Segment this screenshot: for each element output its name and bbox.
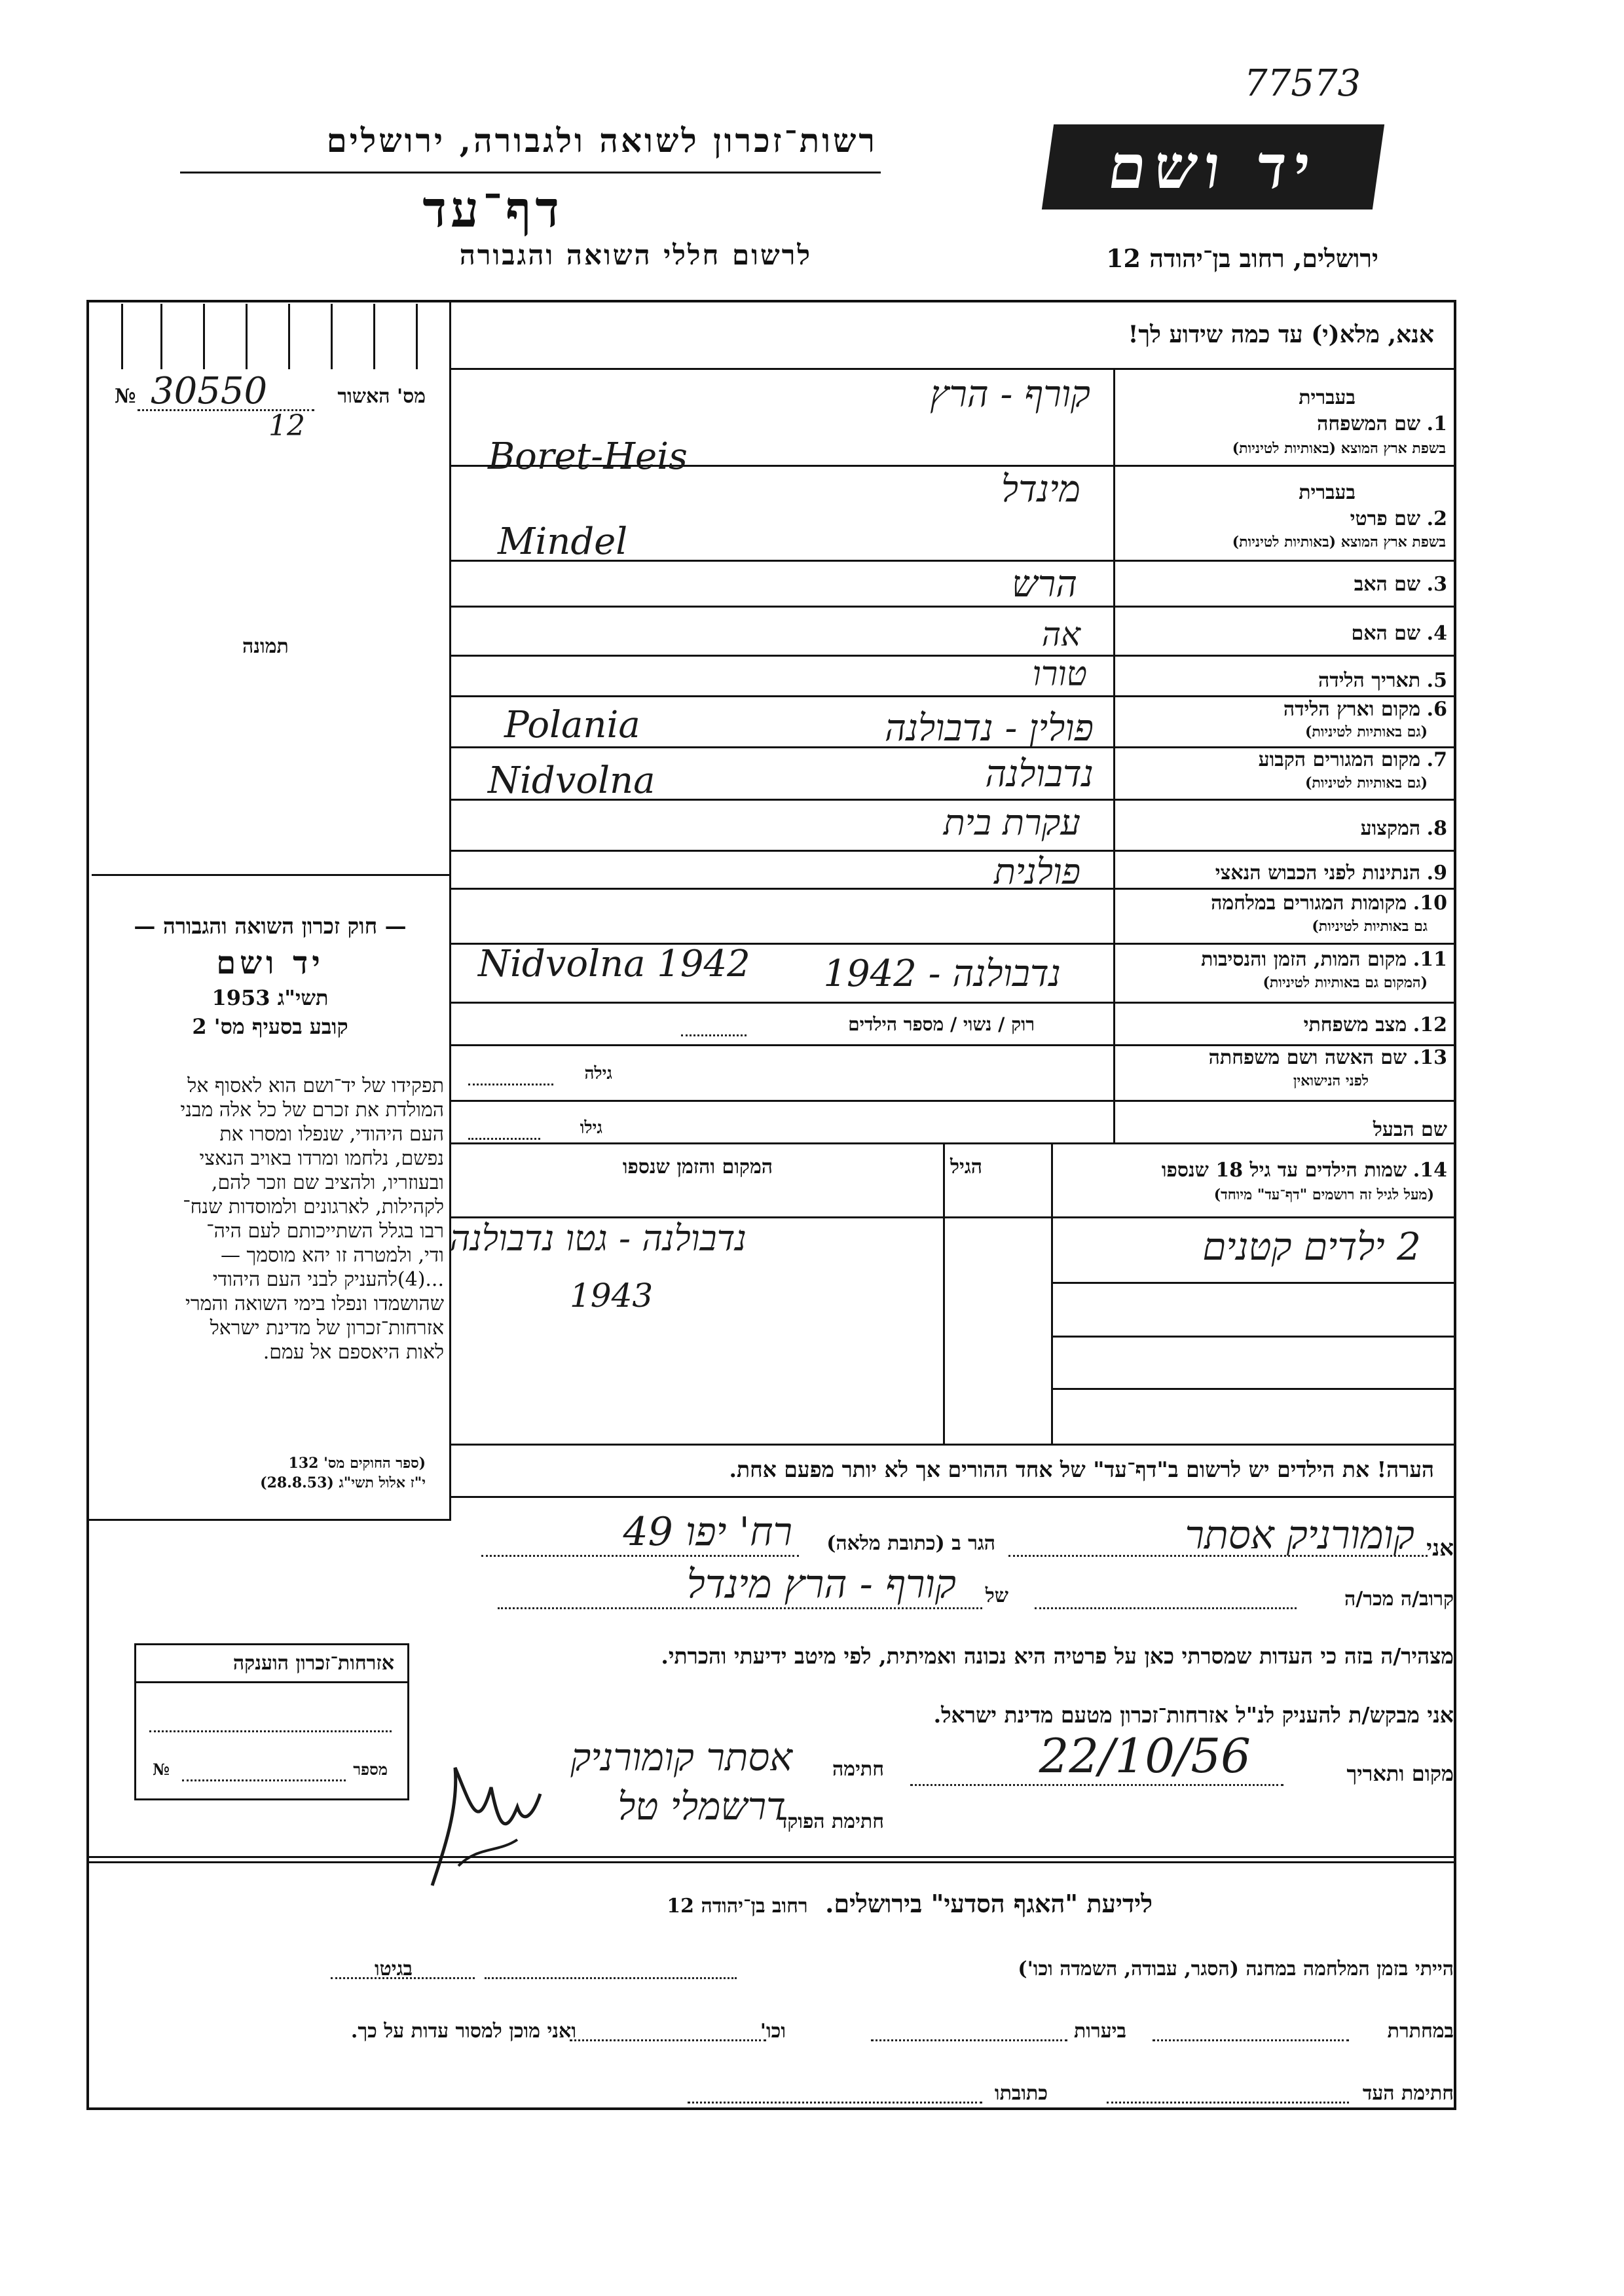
approval-label: מס' האשור <box>337 385 426 408</box>
decl-officer-value: דרשמלי טל <box>618 1784 786 1829</box>
field-4-label: 4. שם האם <box>1351 622 1447 645</box>
authority-title: רשות־זכרון לשואה ולגבורה, ירושלים <box>326 121 877 160</box>
law-line: ובעוזריו, ולהציב שם וזכר להם, <box>211 1171 444 1194</box>
footer-line2-dots-1 <box>1153 2039 1349 2041</box>
field-9-label: 9. הנתינות לפני הכבוש הנאצי <box>1215 862 1447 884</box>
citizenship-number-sign: № <box>153 1760 170 1779</box>
children-place-header: המקום והזמן שנספו <box>622 1156 773 1178</box>
law-body <box>98 1074 444 1364</box>
children-age-header: הגיל <box>950 1156 982 1178</box>
field-12-label: 12. מצב משפחתי <box>1303 1013 1447 1036</box>
marital-children-dots <box>681 1034 747 1036</box>
footer-line1-dots-2 <box>331 1977 475 1979</box>
field-14-top-line <box>449 1142 1456 1144</box>
footer-line2-c: וכו' <box>760 2020 786 2043</box>
marital-options: רוק / נשוי / מספר הילדים <box>848 1013 1035 1035</box>
left-col-bottom <box>86 1519 451 1521</box>
value-surname-lat: Boret-Heis <box>488 435 688 478</box>
children-header: 14. שמות הילדים עד גיל 18 שנספו <box>1161 1159 1447 1182</box>
field-9-line <box>449 888 1456 890</box>
decl-signature-label: חתימה <box>832 1758 884 1781</box>
footer-line2-d: ואני מוכן למסור עדות על כך. <box>350 2020 576 2043</box>
header-underline <box>180 172 881 173</box>
age-dots-2 <box>468 1138 540 1140</box>
approval-sub: 12 <box>268 409 305 443</box>
decl-i-label: אני <box>1426 1535 1454 1561</box>
field-6-sub: (גם באותיות לטיניות) <box>1304 723 1428 740</box>
decl-of-dots <box>498 1607 982 1609</box>
form-title: דף־עד <box>422 180 563 238</box>
decl-i-dots <box>1008 1555 1428 1557</box>
decl-address-dots <box>481 1555 799 1557</box>
law-line: לקהילות, לארגונים ולמוסדות שנח־ <box>183 1195 444 1218</box>
citizenship-box <box>134 1643 409 1800</box>
value-birth-he: פולין - נדבולנה <box>885 707 1094 750</box>
law-source-2: י"ז אלול תשי"ג (28.8.53) <box>260 1474 426 1491</box>
decl-i-value: קומורניק אסתר <box>1185 1512 1414 1558</box>
stripe-cells <box>92 304 445 369</box>
footer-line3-b: כתובתו <box>994 2082 1048 2105</box>
decl-address-value: רח' יפו 49 <box>623 1509 792 1555</box>
officer-scribble <box>419 1728 550 1899</box>
law-source <box>98 1453 426 1493</box>
children-row-line-3 <box>1051 1388 1456 1390</box>
field-13-line <box>449 1100 1456 1102</box>
field-1-lang: בעברית <box>1299 386 1356 409</box>
citizenship-title: אזרחות־זכרון הוענקה <box>232 1652 394 1675</box>
decl-place-date-dots <box>910 1784 1283 1786</box>
field-5-line <box>449 695 1456 697</box>
field-1-sub: בשפת ארץ המוצא (באותיות לטיניות) <box>1232 440 1446 457</box>
yad-vashem-logo <box>1042 124 1384 210</box>
value-first-he: מינדל <box>1001 468 1080 511</box>
value-birth-lat: Polania <box>504 704 640 746</box>
law-line: המולדת את זכרם של כל אלה מבני <box>180 1099 444 1121</box>
children-row-line-1 <box>1051 1282 1456 1284</box>
citizenship-number-label: מספר <box>353 1760 388 1779</box>
law-line: שהושמדו ונפלו בימי השואה והמרי <box>185 1292 444 1315</box>
children-col-divider-2 <box>943 1142 945 1444</box>
decl-place-date-value: 22/10/56 <box>1039 1728 1251 1783</box>
left-column-divider <box>449 302 451 1520</box>
field-7-label: 7. מקום המגורים הקבוע <box>1258 748 1447 771</box>
children-col-divider-1 <box>1051 1142 1053 1444</box>
field-3-label: 3. שם האב <box>1354 573 1447 596</box>
photo-box-bottom <box>92 874 451 876</box>
law-source-1: (ספר החוקים מס' 132 <box>288 1455 426 1472</box>
approval-no-sign: № <box>115 385 136 408</box>
law-line: רבו בגלל השתייכותם לעם היה־ <box>206 1220 444 1243</box>
field-4-line <box>449 655 1456 657</box>
field-10-label: 10. מקומות המגורים במלחמה <box>1211 892 1447 915</box>
footer-line1-a: הייתי בזמן המלחמה במחנה (הסגר, עבודה, השמדה וכו') <box>1018 1958 1454 1980</box>
husband-label: שם הבעל <box>1373 1118 1447 1141</box>
age-dots-1 <box>468 1084 553 1085</box>
decl-officer-label: חתימת הפוקד <box>777 1810 884 1833</box>
footer-line1-dots-1 <box>485 1977 737 1979</box>
law-line: אזרחות־זכרון של מדינת ישראל <box>210 1317 444 1339</box>
field-11-label: 11. מקום המות, הזמן והנסיבות <box>1201 948 1447 971</box>
decl-resides-label: הגר ב (כתובת מלאה) <box>826 1532 995 1555</box>
value-profession: עקרת בית <box>943 802 1080 843</box>
field-10-sub: גם באותיות לטיניות) <box>1312 918 1428 935</box>
law-clause: קובע בסעיף מס' 2 <box>192 1014 348 1039</box>
footer-divider-1 <box>86 1856 1456 1858</box>
intro-text: אנא, מלא(י) עד כמה שידוע לך! <box>1128 321 1434 348</box>
field-8-line <box>449 850 1456 852</box>
law-line: ...(4)להעניק לבני העם היהודי <box>212 1268 444 1291</box>
decl-request: אני מבקש/ת להעניק לנ"ל אזרחות־זכרון מטעם מדינת ישראל. <box>933 1702 1454 1728</box>
children-row-name: 2 ילדים קטנים <box>1202 1224 1421 1269</box>
age-label-2: גילו <box>580 1118 602 1138</box>
decl-of-value: קורף - הרץ מינדל <box>686 1561 956 1607</box>
value-first-lat: Mindel <box>498 520 628 563</box>
field-8-label: 8. המקצוע <box>1360 817 1447 840</box>
law-name: יד ושם <box>216 945 324 981</box>
value-surname-he: קורף - הרץ <box>930 373 1090 416</box>
footer-line2-b: ביערות <box>1073 2020 1126 2043</box>
children-row-place: נדבולנה - גטו נדבולנה <box>449 1218 747 1259</box>
intro-divider <box>449 368 1456 370</box>
field-7-sub: (גם באותיות לטיניות) <box>1304 774 1428 792</box>
law-line: תפקידו של יד־ושם הוא לאסוף אל <box>187 1074 444 1097</box>
footer-line1-b: בגיטו <box>374 1958 413 1980</box>
value-father: הרש <box>1012 563 1077 606</box>
field-13-sub: לפני הנישואין <box>1293 1072 1369 1089</box>
field-2-label: 2. שם פרטי <box>1350 507 1447 530</box>
children-bottom-line <box>449 1444 1456 1446</box>
age-label-1: גילה <box>584 1064 612 1084</box>
footer-line3-a: חתימת העד <box>1362 2082 1454 2105</box>
footer-line2-dots-2 <box>871 2039 1067 2041</box>
value-birth-date: טורו <box>1032 655 1087 694</box>
field-2-sub: בשפת ארץ המוצא (באותיות לטיניות) <box>1232 534 1446 551</box>
logo-text: יד ושם <box>1103 132 1323 202</box>
footer-line2-a: במחתרת <box>1387 2020 1454 2043</box>
approval-number: 30550 <box>151 370 268 412</box>
value-residence-lat: Nidvolna <box>488 759 655 802</box>
children-row-line-2 <box>1051 1336 1456 1338</box>
decl-signature-value: אסתר קומורניק <box>570 1735 792 1779</box>
value-death-lat: Nidvolna 1942 <box>478 943 750 985</box>
decl-statement: מצהיר/ה בזה כי העדות שמסרתי כאן על פרטיה היא נכונה ואמיתית, לפי מיטב ידיעתי והכרתי. <box>661 1643 1454 1669</box>
field-2-lang: בעברית <box>1299 481 1356 504</box>
field-11-line <box>449 1002 1456 1004</box>
decl-relative-dots <box>1035 1607 1297 1609</box>
field-1-label: 1. שם המשפחה <box>1317 412 1447 435</box>
decl-of-label: של <box>985 1584 1008 1607</box>
children-sub: (מעל לגיל זה רושמים "דף־עד" מיוחד) <box>1213 1186 1434 1203</box>
law-block <box>98 913 442 1039</box>
law-line: לאות היאספם אל עמם. <box>263 1341 444 1364</box>
field-3-line <box>449 606 1456 608</box>
field-5-label: 5. תאריך הלידה <box>1318 669 1447 692</box>
decl-place-date-label: מקום ותאריך <box>1346 1761 1454 1786</box>
footer-line2-dots-3 <box>570 2039 766 2041</box>
note-text: הערה! את הילדים יש לרשום ב"דף־עד" של אחד ההורים אך לא יותר מפעם אחת. <box>729 1457 1434 1482</box>
law-line: נפשם, נלחמו ומרדו באויב הנאצי <box>199 1147 444 1170</box>
field-6-label: 6. מקום וארץ הלידה <box>1283 698 1447 721</box>
photo-label: תמונה <box>242 635 289 658</box>
law-title: — חוק זכרון השואה והגבורה — <box>134 913 407 939</box>
footer-line3-dots-1 <box>1107 2102 1349 2104</box>
values-divider <box>1113 368 1115 1142</box>
footer-divider-2 <box>86 1861 1456 1863</box>
form-subtitle: לרשום חללי השואה והגבורה <box>459 239 812 271</box>
field-13-label: 13. שם האשה ושם משפחתה <box>1208 1046 1447 1069</box>
footer-title: לידיעת "האגף הסדעי" בירושלים. רחוב בן־יהודה 12 <box>667 1889 1153 1918</box>
footer-line3-dots-2 <box>688 2102 982 2104</box>
value-death-he: נדבולנה - 1942 <box>823 953 1061 995</box>
address-line: ירושלים, רחוב בן־יהודה 12 <box>1106 244 1378 273</box>
top-number: 77573 <box>1244 62 1361 105</box>
decl-relative-label: קרוב/ה מכר/ה <box>1344 1588 1454 1611</box>
note-bottom-line <box>449 1496 1456 1498</box>
value-nationality: פולנית <box>993 851 1080 892</box>
value-residence-he: נדבולנה <box>985 753 1094 795</box>
law-line: ודי, ולמטרה זו יהא מוסמך — <box>220 1244 444 1267</box>
law-line: העם היהודי, שנפלו ומסרו את <box>219 1123 444 1146</box>
value-mother: אה <box>1041 615 1080 653</box>
children-row-year: 1943 <box>570 1277 654 1315</box>
law-year: תשי"ג 1953 <box>212 985 329 1010</box>
field-11-sub: (המקום גם באותיות לטיניות) <box>1263 974 1428 991</box>
